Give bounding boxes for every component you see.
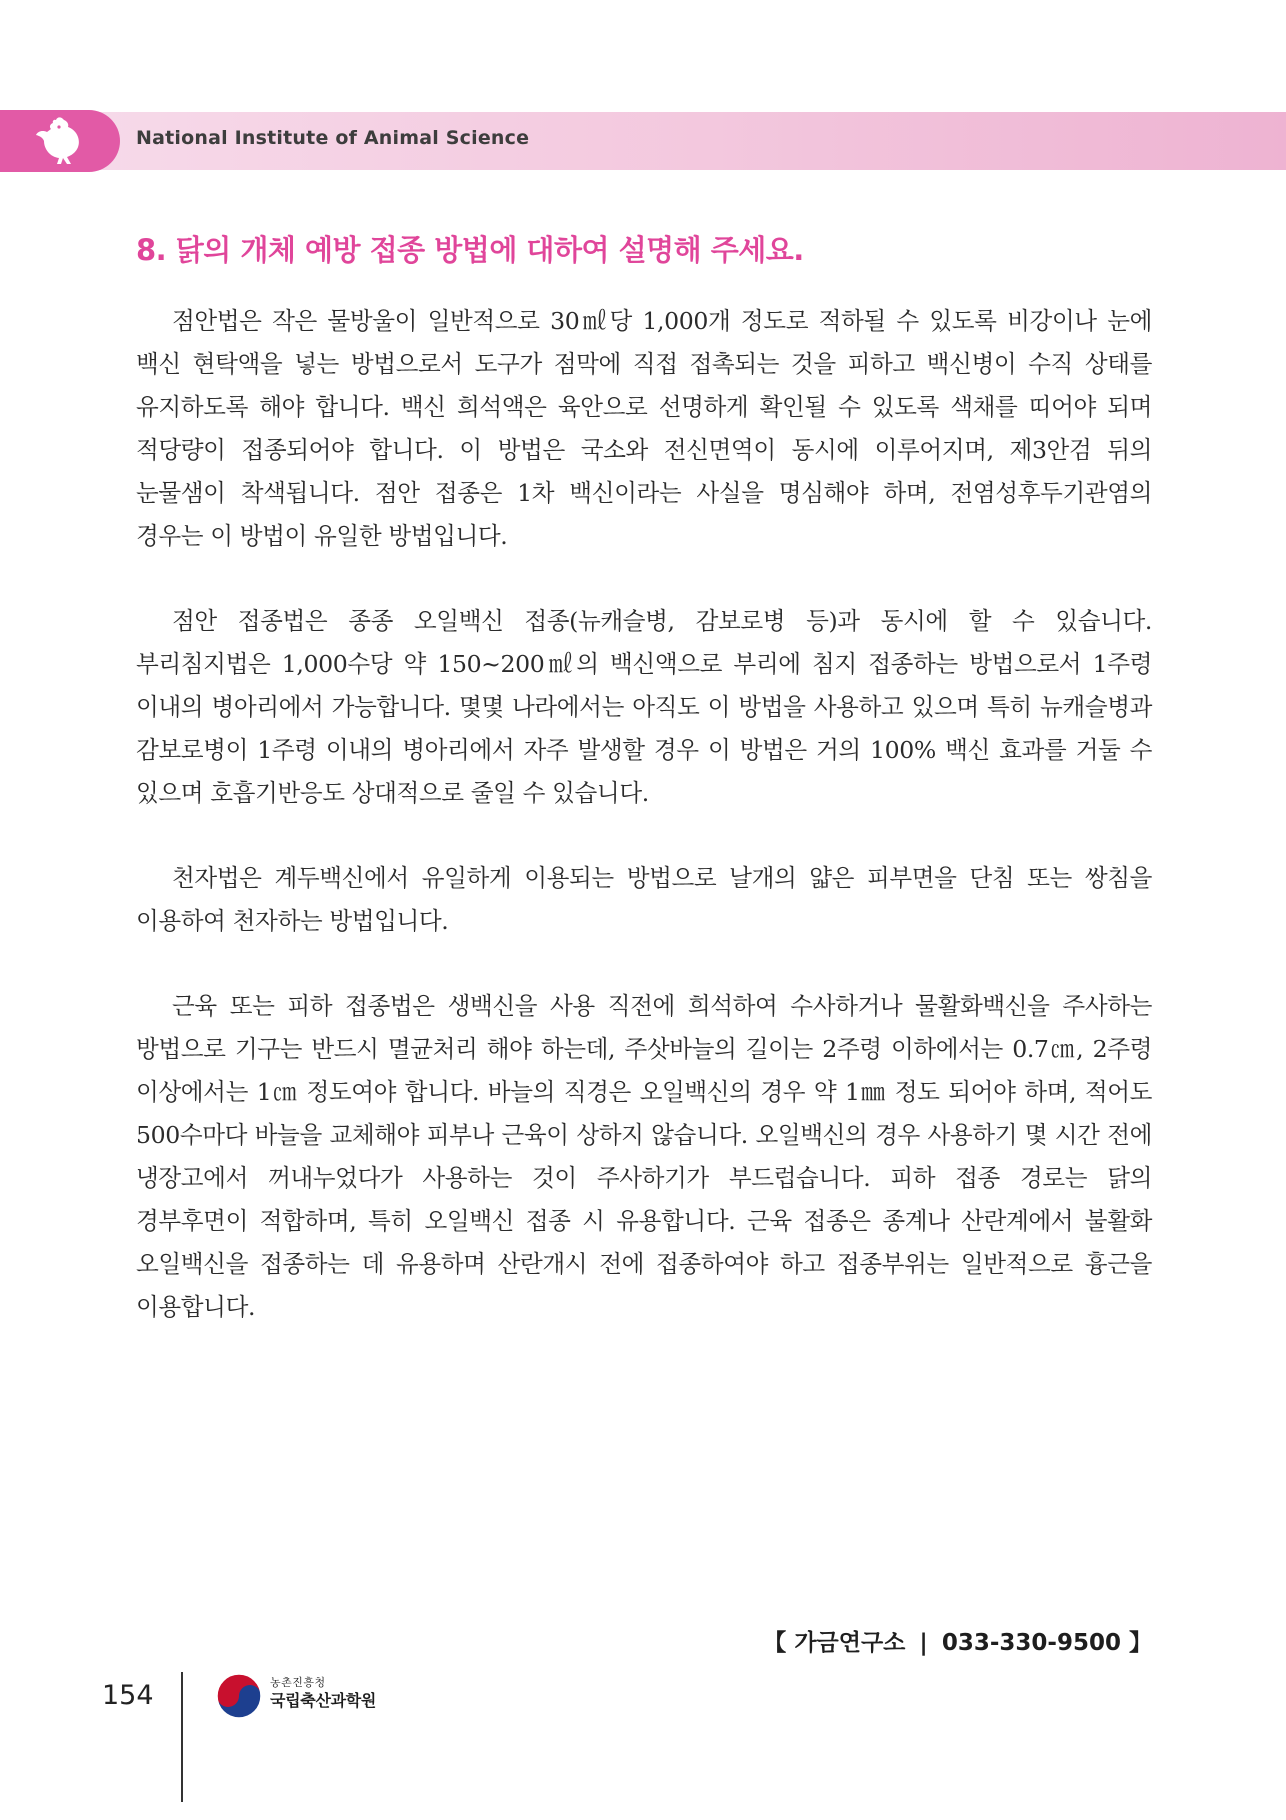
contact-org: 가금연구소: [794, 1630, 906, 1656]
chicken-icon: [34, 116, 90, 166]
contact-separator: |: [919, 1630, 928, 1656]
contact-info: [763, 1624, 1152, 1657]
logo-big-text: 국립축산과학원: [270, 1691, 377, 1710]
contact-bracket-close: 】: [1129, 1630, 1152, 1656]
contact-phone: 033-330-9500: [941, 1630, 1121, 1656]
page-number: 154: [102, 1680, 154, 1711]
contact-bracket-open: 【: [763, 1630, 787, 1656]
logo-small-text: 농촌진흥청: [270, 1676, 326, 1689]
header-title: National Institute of Animal Science: [136, 127, 530, 149]
section-title: 8. 닭의 개체 예방 접종 방법에 대하여 설명해 주세요.: [136, 233, 804, 267]
paragraph-eye-drop: 점안법은 작은 물방울이 일반적으로 30㎖당 1,000개 정도로 적하될 수 있도록 비강이나 눈에 백신 현탁액을 넣는 방법으로서 도구가 점막에 직접 접촉되는 것을 피하고 백신병이 수직 상태를 유지하도록 해야 합니다. 백신 희석액은 육안으로 선명하게 확인될 수 있도록 색채를 띠어야 되며 적당량이 접종되어야 합니다. 이 방법은 국소와 전신면역이 동시에 이루어지며, 제3안검 뒤의 눈물샘이 착색됩니다. 점안 접종은 1차 백신이라는 사실을 명심해야 하며, 전염성후두기관염의 경우는 이 방법이 유일한 방법입니다.: [136, 307, 1152, 550]
org-logo-text: [270, 1676, 376, 1712]
taegeuk-emblem-icon: [215, 1672, 263, 1720]
paragraph-beak-dip: 점안 접종법은 종종 오일백신 접종(뉴캐슬병, 감보로병 등)과 동시에 할 수 있습니다. 부리침지법은 1,000수당 약 150~200㎖의 백신액으로 부리에 침지 접종하는 방법으로서 1주령 이내의 병아리에서 가능합니다. 몇몇 나라에서는 아직도 이 방법을 사용하고 있으며 특히 뉴캐슬병과 감보로병이 1주령 이내의 병아리에서 자주 발생할 경우 이 방법은 거의 100% 백신 효과를 거둘 수 있으며 호흡기반응도 상대적으로 줄일 수 있습니다.: [136, 607, 1152, 807]
header-tab: [0, 110, 120, 172]
footer-divider: [181, 1672, 183, 1802]
body-text: [136, 300, 1152, 1371]
paragraph-injection: 근육 또는 피하 접종법은 생백신을 사용 직전에 희석하여 수사하거나 물활화백신을 주사하는 방법으로 기구는 반드시 멸균처리 해야 하는데, 주삿바늘의 길이는 2주령 이하에서는 0.7㎝, 2주령 이상에서는 1㎝ 정도여야 합니다. 바늘의 직경은 오일백신의 경우 약 1㎜ 정도 되어야 하며, 적어도 500수마다 바늘을 교체해야 피부나 근육이 상하지 않습니다. 오일백신의 경우 사용하기 몇 시간 전에 냉장고에서 꺼내누었다가 사용하는 것이 주사하기가 부드럽습니다. 피하 접종 경로는 닭의 경부후면이 적합하며, 특히 오일백신 접종 시 유용합니다. 근육 접종은 종계나 산란계에서 불활화 오일백신을 접종하는 데 유용하며 산란개시 전에 접종하여야 하고 접종부위는 일반적으로 흉근을 이용합니다.: [136, 992, 1152, 1321]
paragraph-wing-web: 천자법은 계두백신에서 유일하게 이용되는 방법으로 날개의 얇은 피부면을 단침 또는 쌍침을 이용하여 천자하는 방법입니다.: [136, 864, 1152, 935]
